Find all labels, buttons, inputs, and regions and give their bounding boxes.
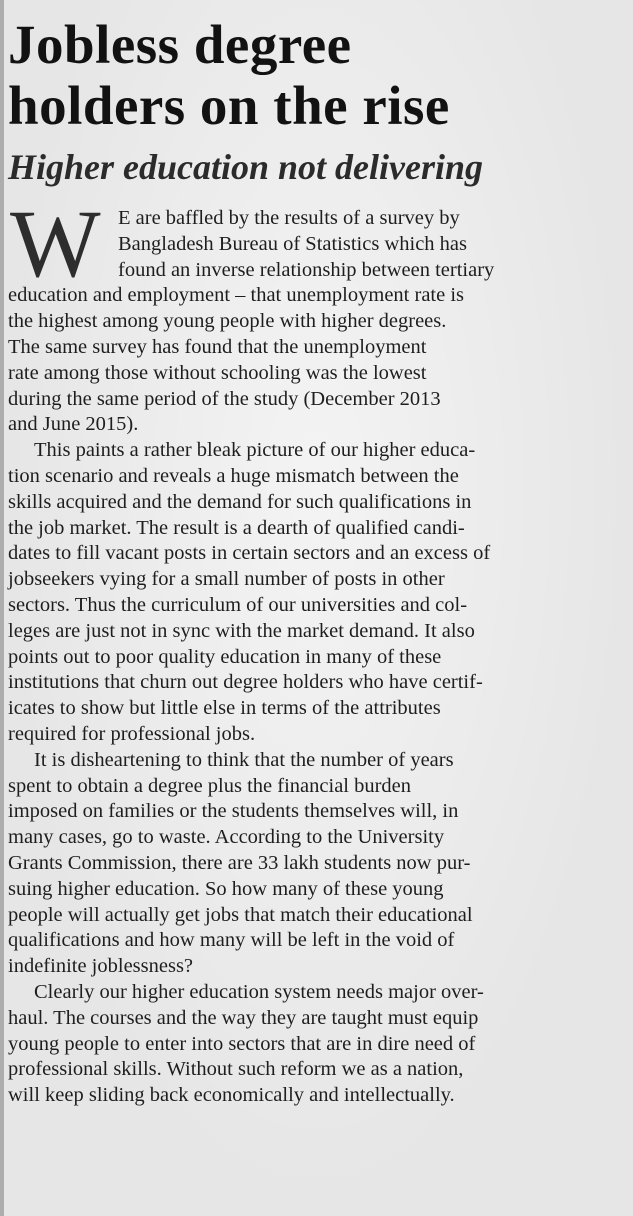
left-margin-rule — [0, 0, 4, 1216]
paragraph-line: spent to obtain a degree plus the financial burden — [8, 774, 412, 797]
paragraph-line: sectors. Thus the curriculum of our universities and col- — [8, 593, 468, 616]
paragraph-line: haul. The courses and the way they are taught must equip — [8, 1006, 479, 1029]
paragraph-3 — [8, 748, 619, 980]
paragraph-line: suing higher education. So how many of these young — [8, 877, 444, 900]
article-body — [8, 190, 619, 1109]
paragraph-line: the job market. The result is a dearth of qualified candi- — [8, 516, 465, 539]
paragraph-line: The same survey has found that the unemployment — [8, 335, 427, 358]
paragraph-line: icates to show but little else in terms of the attributes — [8, 697, 441, 720]
paragraph-line: rate among those without schooling was the lowest — [8, 361, 427, 384]
paragraph-line: points out to poor quality education in many of these — [8, 645, 442, 668]
paragraph-line: required for professional jobs. — [8, 722, 256, 745]
paragraph-2 — [8, 438, 619, 748]
paragraph-line: E are baffled by the results of a survey by — [118, 207, 460, 229]
paragraph-line: found an inverse relationship between tertiary — [118, 258, 495, 281]
paragraph-line: Clearly our higher education system needs major over- — [34, 980, 484, 1003]
paragraph-line: skills acquired and the demand for such qualifications in — [8, 490, 472, 513]
paragraph-line: Bangladesh Bureau of Statistics which has — [118, 232, 468, 255]
paragraph-4 — [8, 980, 619, 1109]
paragraph-line: dates to fill vacant posts in certain sectors and an excess of — [8, 542, 491, 565]
paragraph-line: leges are just not in sync with the market demand. It also — [8, 619, 475, 642]
paragraph-line: during the same period of the study (December 2013 — [8, 387, 441, 410]
paragraph-line: will keep sliding back economically and intellectually. — [8, 1084, 455, 1107]
paragraph-1 — [8, 190, 619, 438]
headline — [8, 14, 619, 136]
paragraph-line: This paints a rather bleak picture of our higher educa- — [34, 439, 476, 462]
paragraph-line: jobseekers vying for a small number of posts in other — [8, 568, 445, 591]
headline-line-1: Jobless degree — [8, 14, 352, 75]
paragraph-line: imposed on families or the students themselves will, in — [8, 800, 459, 823]
paragraph-line: institutions that churn out degree holders who have certif- — [8, 671, 483, 694]
subheadline: Higher education not delivering — [8, 147, 484, 187]
drop-cap: W — [10, 190, 101, 297]
paragraph-line: professional skills. Without such reform we as a nation, — [8, 1058, 464, 1081]
paragraph-line: young people to enter into sectors that are in dire need of — [8, 1032, 476, 1055]
paragraph-line: and June 2015). — [8, 413, 139, 436]
paragraph-line: tion scenario and reveals a huge mismatch between the — [8, 464, 459, 487]
paragraph-line: many cases, go to waste. According to the University — [8, 826, 445, 849]
paragraph-line: the highest among young people with higher degrees. — [8, 310, 447, 333]
paragraph-line: indefinite joblessness? — [8, 955, 194, 978]
paragraph-line: It is disheartening to think that the number of years — [34, 748, 454, 771]
headline-line-2: holders on the rise — [8, 75, 450, 136]
paragraph-line: education and employment – that unemployment rate is — [8, 284, 465, 307]
paragraph-line: qualifications and how many will be left in the void of — [8, 929, 455, 952]
paragraph-line: Grants Commission, there are 33 lakh students now pur- — [8, 851, 471, 874]
paragraph-line: people will actually get jobs that match their educational — [8, 903, 473, 926]
